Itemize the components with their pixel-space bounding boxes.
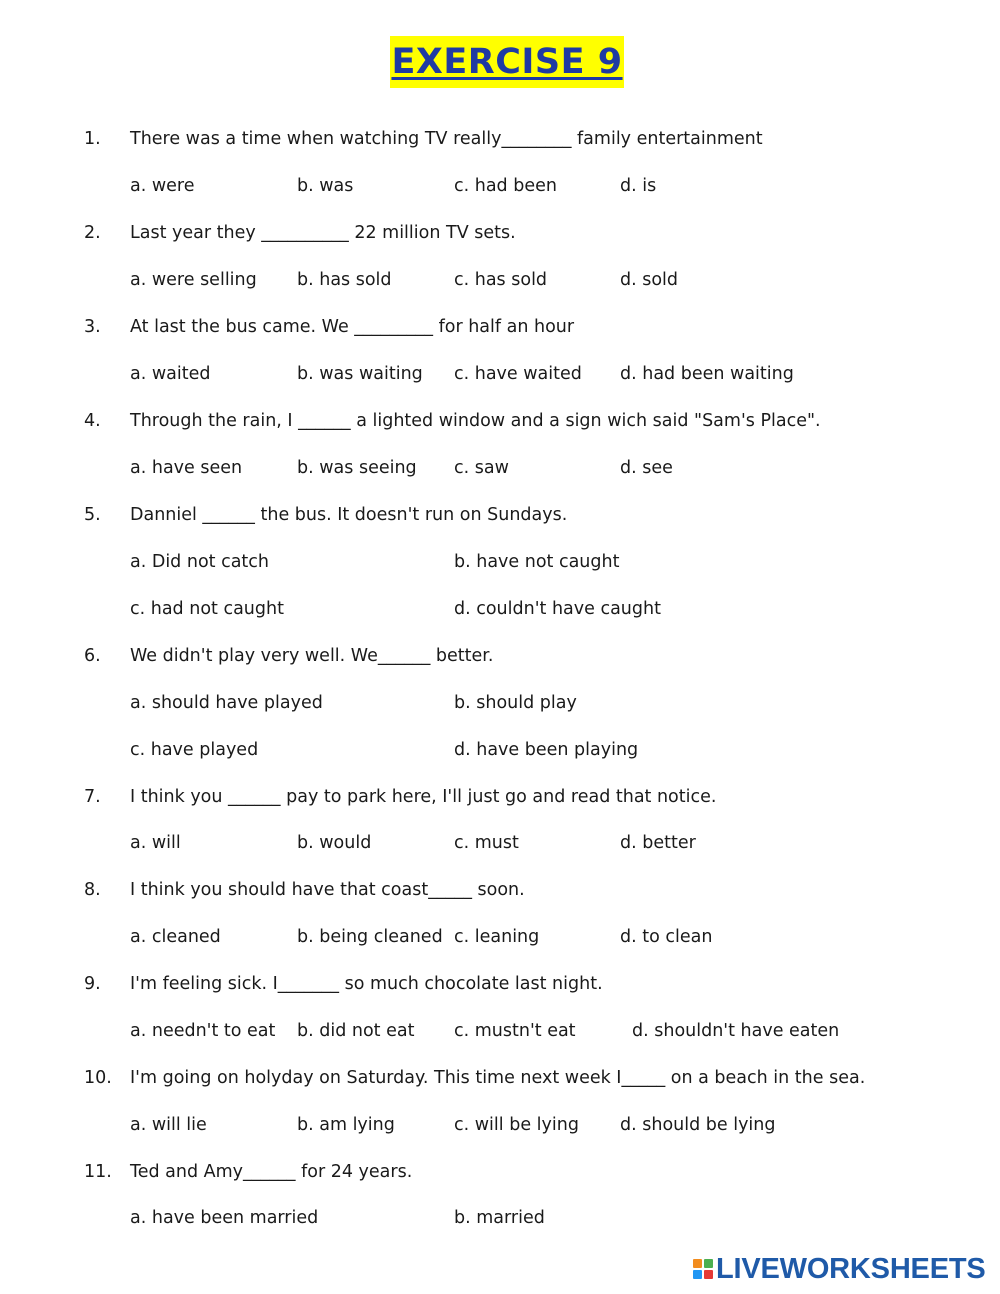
option-d[interactable]: d. had been waiting <box>620 364 794 384</box>
question-number: 11. <box>84 1162 112 1182</box>
question-text: I think you should have that coast_____ soon. <box>130 880 525 900</box>
liveworksheets-logo <box>693 1254 986 1284</box>
option-a[interactable]: a. cleaned <box>130 927 221 947</box>
option-c[interactable]: c. mustn't eat <box>454 1021 576 1041</box>
option-b[interactable]: b. did not eat <box>297 1021 415 1041</box>
question-text: I'm feeling sick. I_______ so much chocolate last night. <box>130 974 603 994</box>
option-a[interactable]: a. have been married <box>130 1208 319 1228</box>
option-d[interactable]: d. shouldn't have eaten <box>632 1021 840 1041</box>
option-a[interactable]: a. were <box>130 176 195 196</box>
question-number: 1. <box>84 129 101 149</box>
question-text: There was a time when watching TV really________ family entertainment <box>130 129 763 149</box>
logo-tile-icon <box>693 1259 702 1268</box>
logo-tile-icon <box>693 1270 702 1279</box>
option-a[interactable]: a. were selling <box>130 270 257 290</box>
logo-tile-icon <box>704 1259 713 1268</box>
option-b[interactable]: b. would <box>297 833 372 853</box>
logo-tile-icon <box>704 1270 713 1279</box>
question-text: Ted and Amy______ for 24 years. <box>130 1162 413 1182</box>
question-text: At last the bus came. We _________ for half an hour <box>130 317 575 337</box>
question-number: 9. <box>84 974 101 994</box>
option-b[interactable]: b. has sold <box>297 270 392 290</box>
option-c[interactable]: c. had been <box>454 176 557 196</box>
option-d[interactable]: d. should be lying <box>620 1115 776 1135</box>
option-a[interactable]: a. will lie <box>130 1115 207 1135</box>
logo-text: LIVEWORKSHEETS <box>716 1253 986 1285</box>
question-text: I think you ______ pay to park here, I'll just go and read that notice. <box>130 787 717 807</box>
option-a[interactable]: a. waited <box>130 364 211 384</box>
option-c[interactable]: c. has sold <box>454 270 548 290</box>
option-b[interactable]: b. have not caught <box>454 552 620 572</box>
option-b[interactable]: b. was <box>297 176 354 196</box>
question-number: 10. <box>84 1068 112 1088</box>
question-number: 5. <box>84 505 101 525</box>
option-d[interactable]: d. couldn't have caught <box>454 599 661 619</box>
option-d[interactable]: d. to clean <box>620 927 713 947</box>
option-c[interactable]: c. saw <box>454 458 509 478</box>
option-b[interactable]: b. was waiting <box>297 364 423 384</box>
option-c[interactable]: c. must <box>454 833 519 853</box>
option-a[interactable]: a. will <box>130 833 181 853</box>
question-number: 3. <box>84 317 101 337</box>
question-text: Last year they __________ 22 million TV sets. <box>130 223 516 243</box>
question-number: 8. <box>84 880 101 900</box>
option-d[interactable]: d. is <box>620 176 657 196</box>
option-d[interactable]: d. sold <box>620 270 679 290</box>
option-c[interactable]: c. have played <box>130 740 259 760</box>
option-b[interactable]: b. am lying <box>297 1115 395 1135</box>
option-a[interactable]: a. Did not catch <box>130 552 270 572</box>
liveworksheets-logo-icon <box>693 1259 713 1279</box>
question-text: Through the rain, I ______ a lighted window and a sign wich said "Sam's Place". <box>130 411 821 431</box>
option-a[interactable]: a. needn't to eat <box>130 1021 276 1041</box>
option-c[interactable]: c. have waited <box>454 364 582 384</box>
option-c[interactable]: c. will be lying <box>454 1115 579 1135</box>
option-d[interactable]: d. have been playing <box>454 740 639 760</box>
worksheet-title: EXERCISE 9 <box>390 36 624 88</box>
question-text: I'm going on holyday on Saturday. This time next week I_____ on a beach in the sea. <box>130 1068 866 1088</box>
option-d[interactable]: d. see <box>620 458 673 478</box>
question-text: We didn't play very well. We______ better. <box>130 646 494 666</box>
option-c[interactable]: c. leaning <box>454 927 540 947</box>
option-a[interactable]: a. have seen <box>130 458 243 478</box>
question-number: 4. <box>84 411 101 431</box>
option-b[interactable]: b. was seeing <box>297 458 417 478</box>
option-a[interactable]: a. should have played <box>130 693 323 713</box>
question-number: 2. <box>84 223 101 243</box>
option-b[interactable]: b. should play <box>454 693 577 713</box>
option-b[interactable]: b. being cleaned <box>297 927 443 947</box>
question-number: 7. <box>84 787 101 807</box>
option-b[interactable]: b. married <box>454 1208 545 1228</box>
option-d[interactable]: d. better <box>620 833 696 853</box>
question-number: 6. <box>84 646 101 666</box>
question-text: Danniel ______ the bus. It doesn't run on Sundays. <box>130 505 568 525</box>
option-c[interactable]: c. had not caught <box>130 599 284 619</box>
